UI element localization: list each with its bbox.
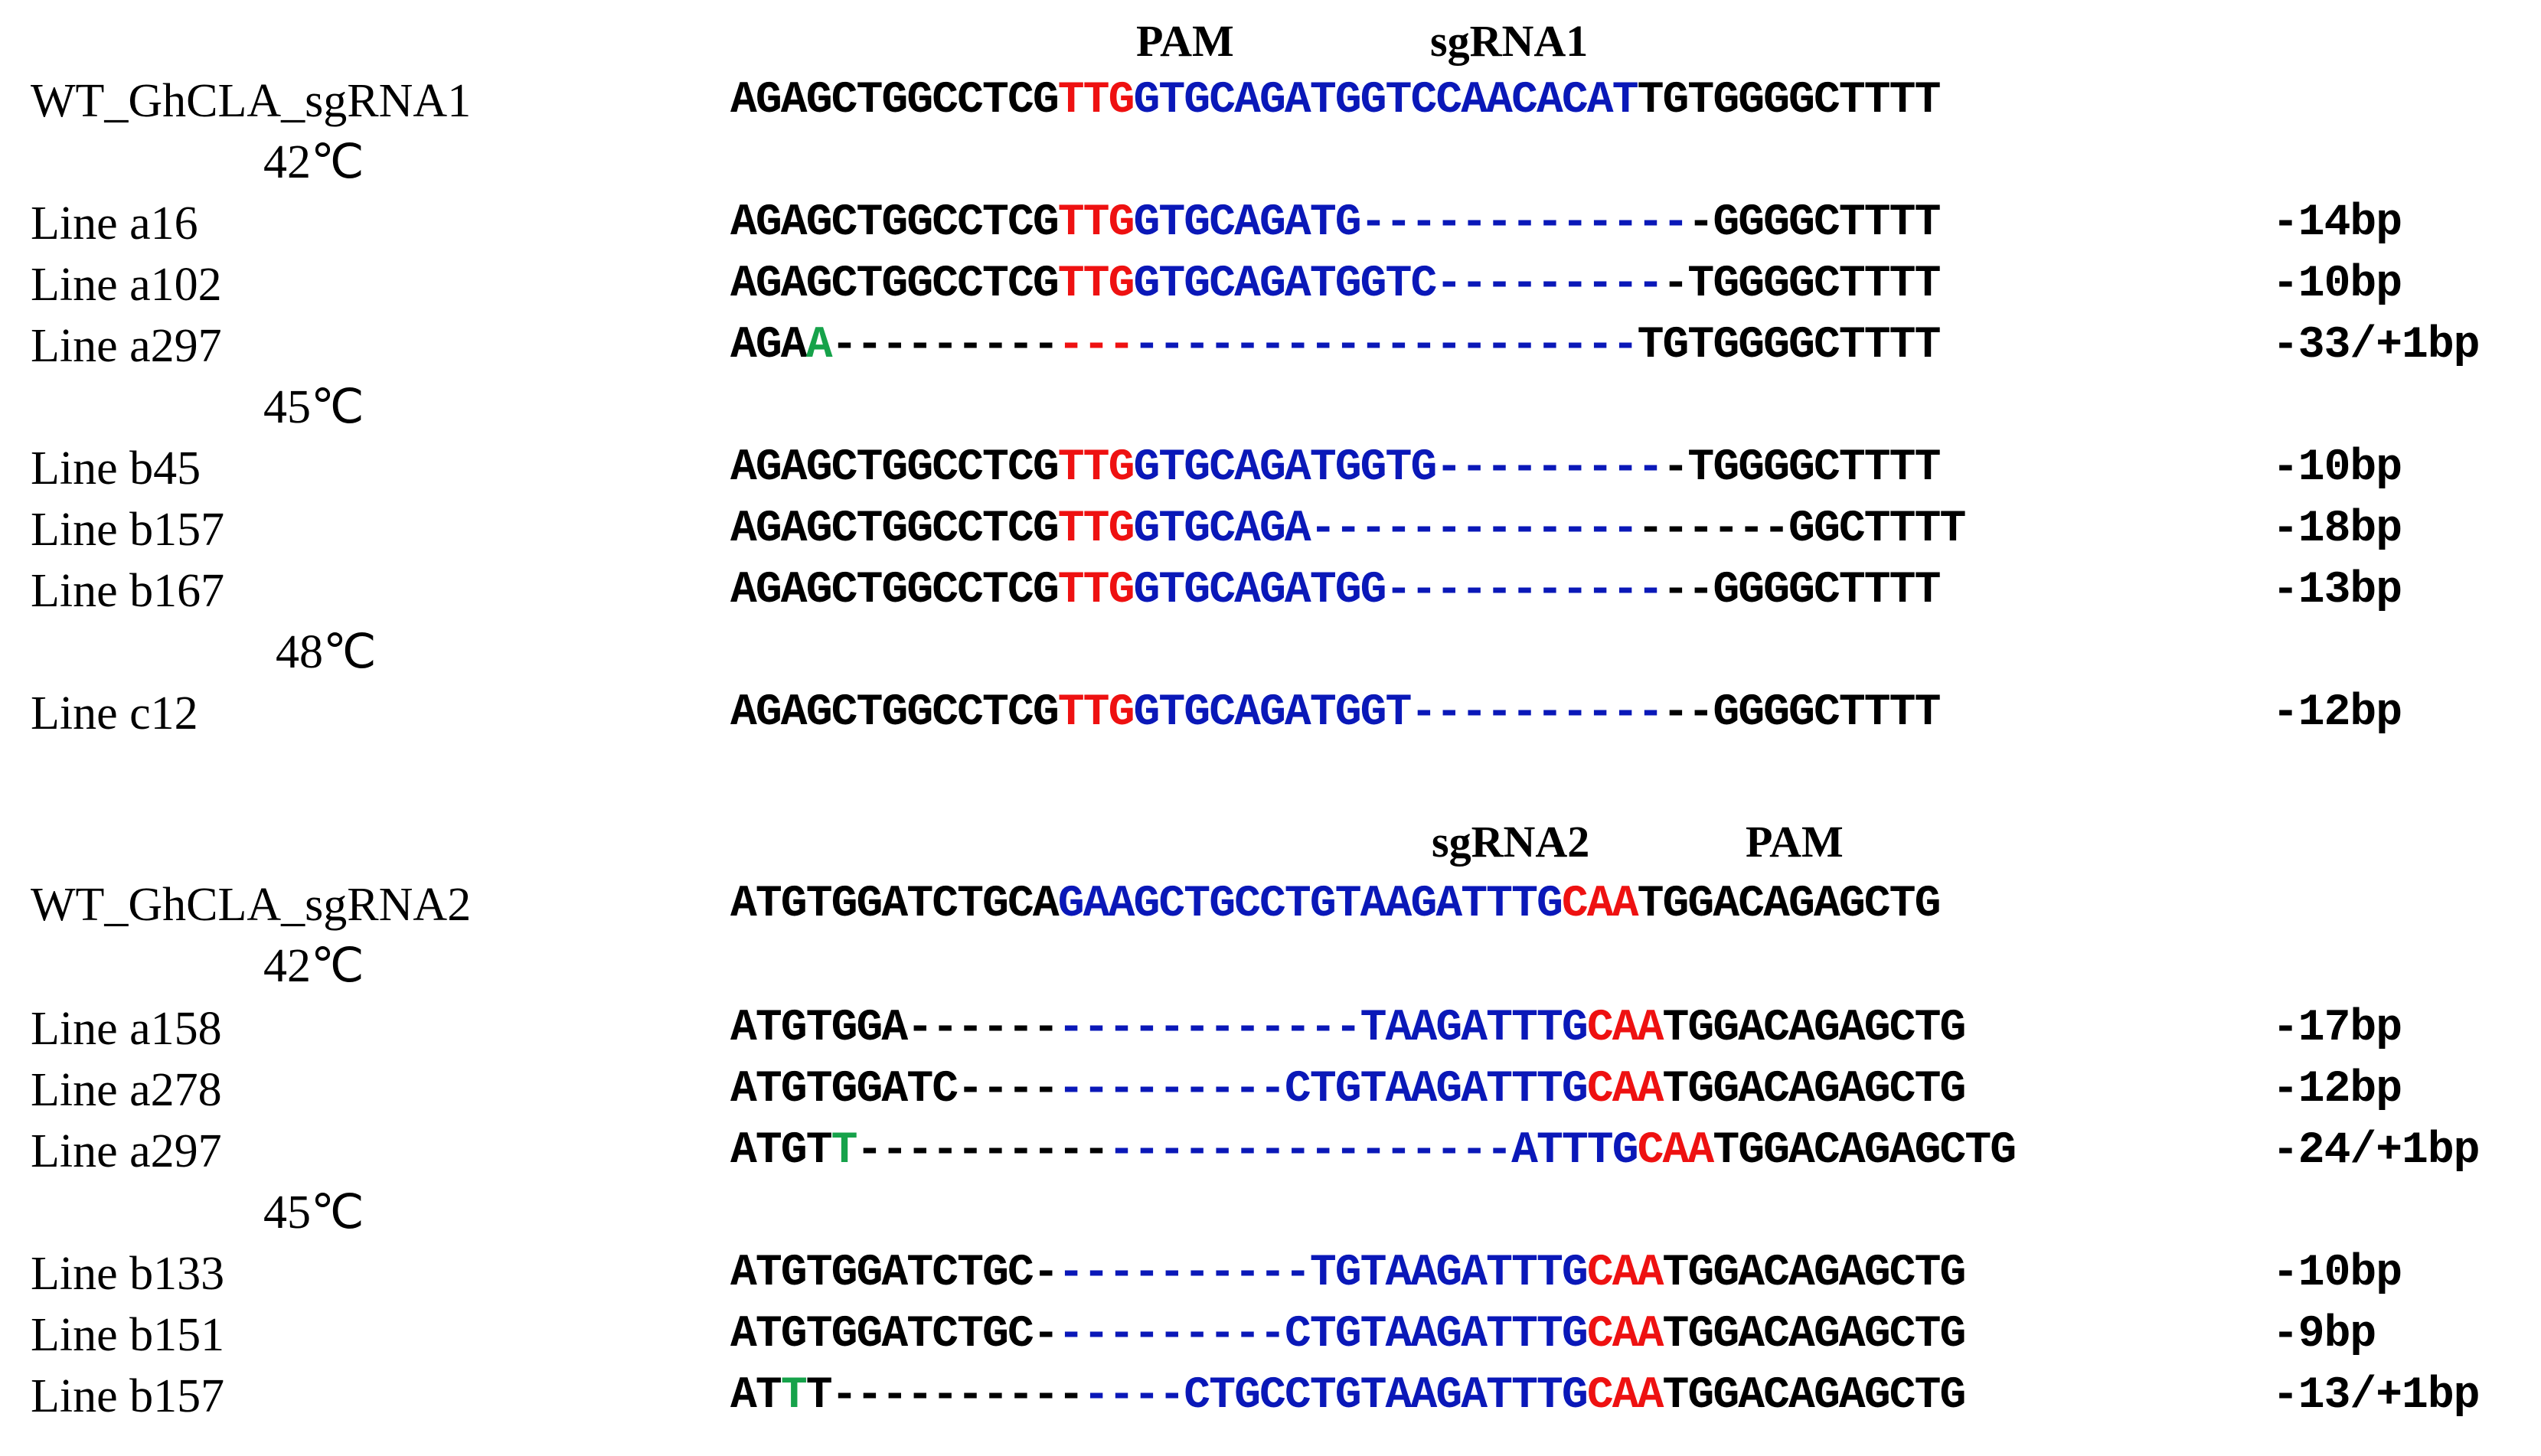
sequence-segment: TTG (1057, 443, 1134, 493)
sequence-segment: TGGACAGAGCTG (1662, 1249, 1965, 1298)
sequence-segment: ----------------ATTTG (1108, 1126, 1638, 1176)
sequence (730, 438, 1940, 499)
temperature-label: 45℃ (263, 1187, 364, 1239)
sequence (730, 874, 1940, 935)
sequence-segment: TGGACAGAGCTG (1662, 1371, 1965, 1421)
sequence-segment: AGAGCTGGCCTCG (730, 260, 1058, 309)
temperature-row (0, 377, 2541, 438)
indel-note: -12bp (2272, 1065, 2402, 1115)
sequence-segment: GTGCAGATGG----------- (1133, 566, 1663, 615)
wt-row-sgrna1 (0, 70, 2541, 132)
sequence-segment: ATGTGGATCTGC- (730, 1310, 1058, 1360)
sequence-segment: --GGGGCTTTT (1662, 688, 1940, 738)
sequence-segment: T---------- (805, 1371, 1083, 1421)
sequence-segment: ATGTGGATCTGC- (730, 1249, 1058, 1298)
line-label: Line a297 (31, 1125, 222, 1177)
sgrna2-header: sgRNA2 (1432, 817, 1590, 867)
sequence-segment: GTGCAGA------------- (1133, 504, 1638, 554)
sequence-segment: ---------CTGTAAGATTTG (1057, 1065, 1587, 1115)
indel-note: -12bp (2272, 688, 2402, 738)
temperature-row (0, 1182, 2541, 1243)
sequence (730, 1243, 1965, 1304)
sequence (730, 1121, 2015, 1182)
mutant-row (0, 1366, 2541, 1427)
sequence-segment: AGAGCTGGCCTCG (730, 76, 1058, 126)
indel-note: -9bp (2272, 1310, 2376, 1360)
sequence-segment: AGAGCTGGCCTCG (730, 198, 1058, 248)
sequence (730, 315, 1940, 377)
line-label: Line a158 (31, 1003, 222, 1055)
sequence-segment: TGGACAGAGCTG (1713, 1126, 2016, 1176)
line-label: Line b157 (31, 504, 225, 556)
mutant-row (0, 1059, 2541, 1121)
sequence-segment: AGAGCTGGCCTCG (730, 566, 1058, 615)
sequence-segment: ATGTGGA------ (730, 1004, 1058, 1053)
sequence-segment: TGGACAGAGCTG (1662, 1310, 1965, 1360)
mutant-row (0, 254, 2541, 315)
sequence-segment: ATGTGGATCTGCA (730, 880, 1058, 929)
sequence-segment: -------------------- (1133, 321, 1638, 371)
sequence-segment: GTGCAGATGGTCCAACACAT (1133, 76, 1638, 126)
sequence-segment: TGTGGGGCTTTT (1637, 76, 1940, 126)
sequence-segment: T (780, 1371, 806, 1421)
sequence (730, 254, 1940, 315)
line-label: Line c12 (31, 687, 198, 739)
sequence (730, 1304, 1965, 1366)
mutant-row (0, 1121, 2541, 1182)
sequence (730, 499, 1965, 560)
sequence-segment: T (831, 1126, 857, 1176)
sequence-segment: TTG (1057, 76, 1134, 126)
sequence-segment: GAAGCTGCCTGTAAGATTTG (1057, 880, 1562, 929)
sequence-segment: ------------TAAGATTTG (1057, 1004, 1587, 1053)
sequence-segment: TGTGGGGCTTTT (1637, 321, 1940, 371)
sequence-segment: CAA (1586, 1004, 1663, 1053)
sequence-segment: AGAGCTGGCCTCG (730, 504, 1058, 554)
indel-note: -14bp (2272, 198, 2402, 248)
sequence-segment: TGGACAGAGCTG (1662, 1004, 1965, 1053)
line-label: Line b151 (31, 1309, 225, 1361)
sequence-segment: ---------CTGTAAGATTTG (1057, 1310, 1587, 1360)
sequence-segment: -TGGGGCTTTT (1662, 443, 1940, 493)
sequence-segment: CAA (1586, 1249, 1663, 1298)
sequence-segment: ATGTGGATC---- (730, 1065, 1058, 1115)
line-label: Line b167 (31, 565, 225, 617)
mutant-row (0, 193, 2541, 254)
wt-label: WT_GhCLA_sgRNA2 (31, 879, 472, 931)
line-label: Line a278 (31, 1064, 222, 1116)
sequence-segment: A (805, 321, 831, 371)
sgrna1-header: sgRNA1 (1430, 16, 1589, 66)
sequence (730, 70, 1940, 132)
indel-note: -33/+1bp (2272, 321, 2480, 371)
sequence-segment: CAA (1586, 1065, 1663, 1115)
sequence-segment: CAA (1561, 880, 1638, 929)
mutant-row (0, 438, 2541, 499)
sequence-segment: CAA (1637, 1126, 1713, 1176)
indel-note: -13/+1bp (2272, 1371, 2480, 1421)
temperature-label: 42℃ (263, 136, 364, 188)
indel-note: -10bp (2272, 260, 2402, 309)
sequence-segment: T (805, 1126, 831, 1176)
indel-note: -24/+1bp (2272, 1126, 2480, 1176)
sequence-segment: CAA (1586, 1371, 1663, 1421)
sequence-segment: CAA (1586, 1310, 1663, 1360)
sequence-segment: TGGACAGAGCTG (1637, 880, 1940, 929)
wt-row-sgrna2 (0, 874, 2541, 935)
sequence-segment: -GGGGCTTTT (1687, 198, 1940, 248)
mutant-row (0, 1304, 2541, 1366)
temperature-label: 48℃ (276, 626, 377, 678)
panel1-header-row (0, 11, 2541, 72)
temperature-label: 42℃ (263, 940, 364, 992)
panel2-header-row (0, 811, 2541, 873)
sequence-segment: -TGGGGCTTTT (1662, 260, 1940, 309)
sequence-segment: TTG (1057, 198, 1134, 248)
line-label: Line a297 (31, 320, 222, 372)
sequence-segment: TTG (1057, 688, 1134, 738)
mutant-row (0, 1243, 2541, 1304)
mutant-row (0, 560, 2541, 622)
sequence-segment: GTGCAGATGGTC--------- (1133, 260, 1663, 309)
temperature-row (0, 935, 2541, 997)
sequence-segment: AGAGCTGGCCTCG (730, 443, 1058, 493)
sequence-segment: ATG (730, 1126, 806, 1176)
sequence-segment: TTG (1057, 260, 1134, 309)
sequence-segment: --GGGGCTTTT (1662, 566, 1940, 615)
sequence (730, 193, 1940, 254)
sequence (730, 1366, 1965, 1427)
sequence-segment: TTG (1057, 504, 1134, 554)
sequence-segment: ----------TGTAAGATTTG (1057, 1249, 1587, 1298)
line-label: Line a102 (31, 259, 222, 311)
sequence-segment: --- (1057, 321, 1134, 371)
mutant-row (0, 998, 2541, 1059)
sequence-segment: --------- (831, 321, 1058, 371)
line-label: Line a16 (31, 198, 198, 250)
indel-note: -13bp (2272, 566, 2402, 615)
sequence-segment: GTGCAGATG------------- (1133, 198, 1688, 248)
line-label: Line b133 (31, 1248, 225, 1300)
sequence-segment: TTG (1057, 566, 1134, 615)
sequence-segment: TGGACAGAGCTG (1662, 1065, 1965, 1115)
pam-header: PAM (1136, 16, 1234, 66)
indel-note: -10bp (2272, 1249, 2402, 1298)
mutant-row (0, 315, 2541, 377)
sequence-segment: GTGCAGATGGTG--------- (1133, 443, 1663, 493)
sequence-segment: AGA (730, 321, 806, 371)
mutant-row (0, 499, 2541, 560)
wt-label: WT_GhCLA_sgRNA1 (31, 75, 472, 127)
indel-note: -17bp (2272, 1004, 2402, 1053)
sequence-segment: ---------- (856, 1126, 1109, 1176)
sequence-segment: ------GGCTTTT (1637, 504, 1965, 554)
sequence-segment: ----CTGCCTGTAAGATTTG (1083, 1371, 1587, 1421)
sequence (730, 560, 1940, 622)
indel-note: -10bp (2272, 443, 2402, 493)
indel-note: -18bp (2272, 504, 2402, 554)
line-label: Line b45 (31, 442, 201, 495)
sequence (730, 998, 1965, 1059)
sequence (730, 683, 1940, 744)
sequence-segment: AT (730, 1371, 781, 1421)
sequence (730, 1059, 1965, 1121)
line-label: Line b157 (31, 1370, 225, 1422)
temperature-row (0, 622, 2541, 683)
mutant-row (0, 683, 2541, 744)
sequence-segment: AGAGCTGGCCTCG (730, 688, 1058, 738)
sequence-segment: GTGCAGATGGT---------- (1133, 688, 1663, 738)
pam-header: PAM (1746, 817, 1844, 867)
temperature-label: 45℃ (263, 381, 364, 433)
temperature-row (0, 132, 2541, 193)
